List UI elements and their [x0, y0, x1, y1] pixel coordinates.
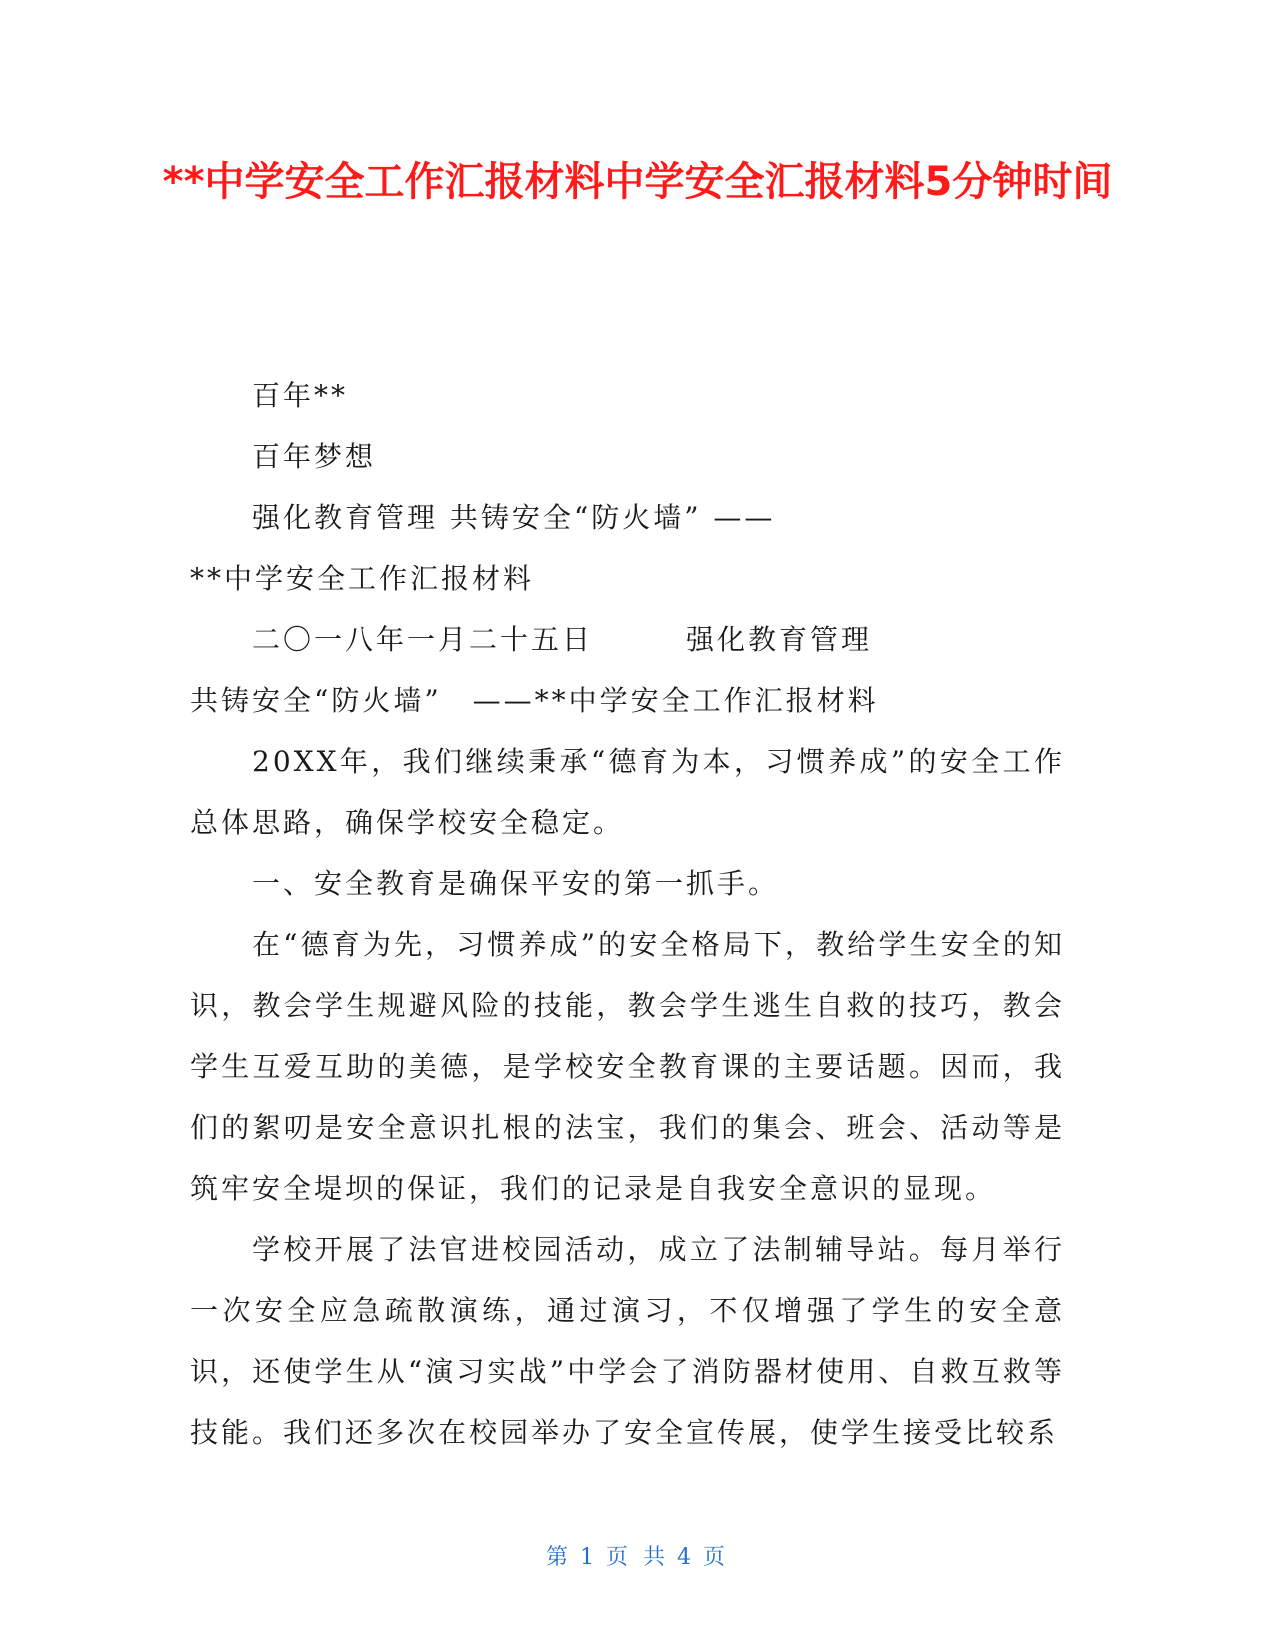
paragraph: 共铸安全“防火墙” ——**中学安全工作汇报材料 [190, 684, 879, 717]
page-current: 1 [580, 1545, 598, 1570]
section-heading: 一、安全教育是确保平安的第一抓手。 [252, 867, 780, 900]
document-body [190, 365, 1065, 1463]
page-number-footer [0, 1540, 1275, 1571]
paragraph: 20XX年，我们继续秉承“德育为本，习惯养成”的安全工作总体思路，确保学校安全稳定。 [190, 745, 1065, 839]
page-total: 4 [677, 1545, 695, 1570]
paragraph: 在“德育为先，习惯养成”的安全格局下，教给学生安全的知识，教会学生规避风险的技能，教会学生逃生自救的技巧，教会学生互爱互助的美德，是学校安全教育课的主要话题。因而，我们的絮叨是安全意识扎根的法宝，我们的集会、班会、活动等是筑牢安全堤坝的保证，我们的记录是自我安全意识的显现。 [190, 928, 1065, 1205]
paragraph: 百年梦想 [252, 440, 377, 473]
paragraph: 学校开展了法官进校园活动，成立了法制辅导站。每月举行一次安全应急疏散演练，通过演习，不仅增强了学生的安全意识，还使学生从“演习实战”中学会了消防器材使用、自救互救等技能。我们还多次在校园举办了安全宣传展，使学生接受比较系 [190, 1233, 1065, 1449]
paragraph: **中学安全工作汇报材料 [190, 562, 535, 595]
page-label-prefix: 第 [545, 1545, 572, 1570]
paragraph: 二〇一八年一月二十五日 强化教育管理 [252, 623, 873, 656]
page-label-mid: 页 共 [606, 1545, 669, 1570]
paragraph: 强化教育管理 共铸安全“防火墙” —— [252, 501, 776, 534]
paragraph: 百年** [252, 379, 349, 412]
document-title: **中学安全工作汇报材料中学安全汇报材料5分钟时间 [162, 159, 1113, 205]
page-label-suffix: 页 [703, 1545, 730, 1570]
